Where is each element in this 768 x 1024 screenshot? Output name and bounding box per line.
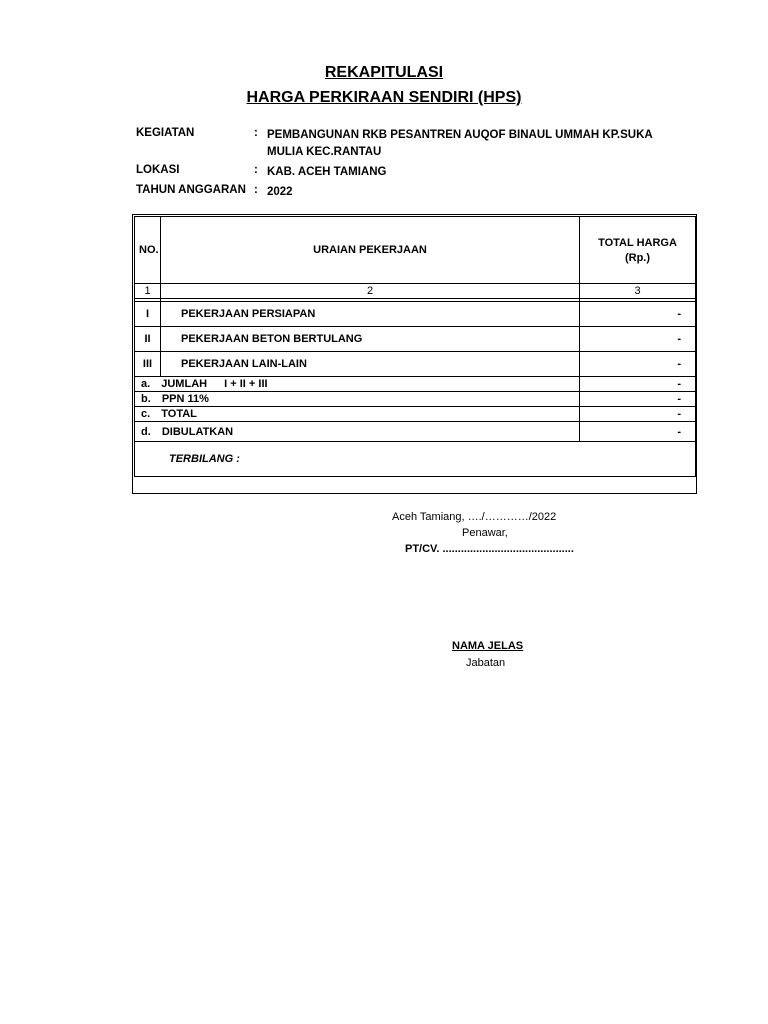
summary-label-cell <box>135 407 580 422</box>
terbilang-row <box>135 442 696 477</box>
signature-position: Jabatan <box>466 657 506 669</box>
summary-label-cell <box>135 392 580 407</box>
item-uraian: PEKERJAAN BETON BERTULANG <box>161 327 580 352</box>
summary-label-cell <box>135 422 580 442</box>
item-no: I <box>135 302 161 327</box>
item-no: II <box>135 327 161 352</box>
header-no: NO. <box>135 217 161 284</box>
item-total: - <box>580 302 696 327</box>
summary-label: PPN 11% <box>161 393 209 405</box>
summary-row <box>135 377 696 392</box>
item-no: III <box>135 352 161 377</box>
header-total-harga <box>580 217 696 284</box>
table-row <box>135 302 696 327</box>
summary-label: TOTAL <box>161 408 197 420</box>
hps-table <box>134 216 696 477</box>
summary-total: - <box>580 377 696 392</box>
info-value: KAB. ACEH TAMIANG <box>267 166 387 178</box>
signature-name: NAMA JELAS <box>452 640 524 652</box>
signature-place-date: Aceh Tamiang, …./…………/2022 <box>392 511 557 523</box>
signature-company: PT/CV. ........................................... <box>405 543 574 555</box>
summary-code: d. <box>141 425 151 438</box>
summary-row <box>135 392 696 407</box>
summary-row <box>135 407 696 422</box>
terbilang-label: TERBILANG : <box>135 442 696 477</box>
summary-label: JUMLAH <box>161 378 208 390</box>
summary-formula: I + II + III <box>224 378 268 390</box>
info-label: LOKASI <box>136 164 180 176</box>
item-uraian: PEKERJAAN LAIN-LAIN <box>161 352 580 377</box>
info-value: 2022 <box>267 186 293 198</box>
table-header-row <box>135 217 696 284</box>
info-label: TAHUN ANGGARAN <box>136 184 246 196</box>
item-uraian: PEKERJAAN PERSIAPAN <box>161 302 580 327</box>
summary-row <box>135 422 696 442</box>
header-total-line2: (Rp.) <box>624 251 651 264</box>
doc-title-line2: HARGA PERKIRAAN SENDIRI (HPS) <box>246 89 522 106</box>
summary-total: - <box>580 422 696 442</box>
signature-role: Penawar, <box>462 527 508 539</box>
info-label: KEGIATAN <box>136 127 195 139</box>
item-total: - <box>580 352 696 377</box>
item-total: - <box>580 327 696 352</box>
info-value: PEMBANGUNAN RKB PESANTREN AUQOF BINAUL UMMAH KP.SUKA MULIA KEC.RANTAU <box>267 129 653 158</box>
table-row <box>135 327 696 352</box>
info-colon: : <box>254 184 258 196</box>
table-row <box>135 352 696 377</box>
column-number-row <box>135 284 696 299</box>
summary-total: - <box>580 392 696 407</box>
summary-label: DIBULATKAN <box>161 425 234 438</box>
doc-title-line1: REKAPITULASI <box>324 64 444 81</box>
summary-code: a. <box>141 378 151 390</box>
summary-total: - <box>580 407 696 422</box>
col-number: 2 <box>161 284 580 299</box>
summary-code: c. <box>141 408 151 420</box>
summary-code: b. <box>141 393 151 405</box>
summary-label-cell <box>135 377 580 392</box>
header-total-line1: TOTAL HARGA <box>598 236 677 249</box>
info-colon: : <box>254 164 258 176</box>
col-number: 1 <box>135 284 161 299</box>
col-number: 3 <box>580 284 696 299</box>
info-colon: : <box>254 127 258 139</box>
header-uraian: URAIAN PEKERJAAN <box>161 217 580 284</box>
